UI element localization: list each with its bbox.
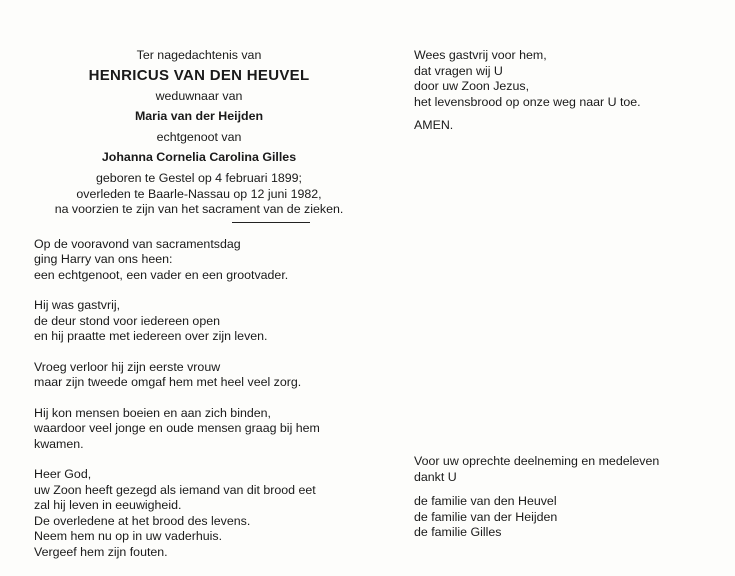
- poem-line: Vroeg verloor hij zijn eerste vrouw: [34, 359, 221, 374]
- divider-line: [232, 222, 310, 223]
- poem-line: ging Harry van ons heen:: [34, 252, 173, 266]
- prayer-line: door uw Zoon Jezus,: [414, 79, 530, 93]
- poem-line: Hij was gastvrij,: [34, 298, 121, 312]
- family-list: [414, 494, 714, 541]
- first-spouse-name: Maria van der Heijden: [134, 108, 264, 123]
- prayer-line: Wees gastvrij voor hem,: [414, 48, 547, 62]
- thanks-block: [414, 454, 714, 541]
- poem-stanza: [34, 406, 364, 453]
- poem-stanza: [34, 298, 364, 345]
- poem-line: Op de vooravond van sacramentsdag: [34, 236, 241, 251]
- relation-widower: weduwnaar van: [155, 89, 243, 103]
- poem-line: Heer God,: [34, 467, 92, 481]
- death-line: overleden te Baarle-Nassau op 12 juni 1982,: [76, 186, 322, 201]
- poem-line: Vergeef hem zijn fouten.: [34, 544, 168, 559]
- thanks-line: dankt U: [414, 469, 457, 484]
- poem-line: zal hij leven in eeuwigheid.: [34, 498, 182, 512]
- poem-stanza: [34, 360, 364, 391]
- family-name: de familie van den Heuvel: [414, 494, 557, 508]
- header-block: [34, 48, 364, 218]
- poem-line: een echtgenoot, een vader en een grootvader.: [34, 267, 289, 282]
- family-name: de familie Gilles: [414, 525, 502, 539]
- poem-line: Hij kon mensen boeien en aan zich binden,: [34, 405, 271, 420]
- amen-text: AMEN.: [414, 118, 454, 132]
- prayer-line: het levensbrood op onze weg naar U toe.: [414, 94, 641, 109]
- poem-stanza: [34, 467, 364, 560]
- second-spouse-name: Johanna Cornelia Carolina Gilles: [101, 149, 297, 164]
- poem-line: waardoor veel jonge en oude mensen graag bij hem: [34, 421, 320, 435]
- poem-line: Neem hem nu op in uw vaderhuis.: [34, 529, 223, 543]
- prayer-block: [414, 48, 714, 134]
- poem-line: en hij praatte met iedereen over zijn leven.: [34, 329, 268, 343]
- poem-line: de deur stond voor iedereen open: [34, 313, 220, 328]
- prayer-line: dat vragen wij U: [414, 63, 503, 78]
- deceased-name: HENRICUS VAN DEN HEUVEL: [88, 66, 310, 84]
- sacrament-line: na voorzien te zijn van het sacrament van de zieken.: [54, 202, 344, 216]
- poem-line: uw Zoon heeft gezegd als iemand van dit brood eet: [34, 482, 316, 497]
- poem-stanza: [34, 237, 364, 284]
- left-column: [34, 48, 364, 575]
- poem-line: maar zijn tweede omgaf hem met heel veel zorg.: [34, 375, 302, 389]
- intro-text: Ter nagedachtenis van: [136, 48, 262, 62]
- poem-line: kwamen.: [34, 436, 84, 451]
- poem-line: De overledene at het brood des levens.: [34, 513, 251, 528]
- relation-husband: echtgenoot van: [156, 130, 242, 144]
- thanks-line: Voor uw oprechte deelneming en medeleven: [414, 454, 660, 468]
- birth-line: geboren te Gestel op 4 februari 1899;: [96, 171, 302, 185]
- right-column: [414, 48, 714, 134]
- poem: [34, 237, 364, 561]
- family-name: de familie van der Heijden: [414, 509, 558, 524]
